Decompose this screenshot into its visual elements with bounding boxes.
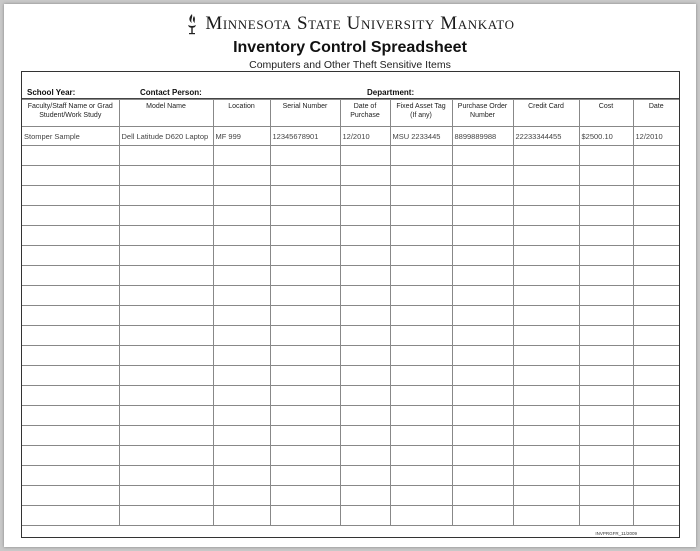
table-cell[interactable]	[452, 406, 513, 426]
table-cell[interactable]	[119, 306, 213, 326]
table-cell[interactable]	[452, 286, 513, 306]
table-cell[interactable]: MSU 2233445	[390, 127, 452, 146]
table-cell[interactable]	[213, 486, 270, 506]
table-cell[interactable]	[340, 186, 390, 206]
table-cell[interactable]	[513, 446, 579, 466]
table-cell[interactable]	[213, 286, 270, 306]
inventory-form	[21, 71, 680, 538]
table-cell[interactable]	[340, 406, 390, 426]
column-header: Fixed Asset Tag (If any)	[390, 100, 452, 127]
table-cell[interactable]	[390, 286, 452, 306]
table-cell[interactable]	[213, 366, 270, 386]
column-header: Location	[213, 100, 270, 127]
table-cell[interactable]	[579, 306, 633, 326]
table-cell[interactable]	[213, 246, 270, 266]
table-cell[interactable]	[633, 466, 679, 486]
table-cell[interactable]	[270, 326, 340, 346]
table-cell[interactable]	[119, 226, 213, 246]
table-cell[interactable]	[513, 246, 579, 266]
table-cell[interactable]	[270, 466, 340, 486]
table-cell[interactable]	[119, 206, 213, 226]
table-cell[interactable]	[340, 226, 390, 246]
table-cell[interactable]	[390, 306, 452, 326]
table-cell[interactable]	[22, 246, 119, 266]
table-cell[interactable]	[579, 266, 633, 286]
table-cell[interactable]	[119, 286, 213, 306]
table-cell[interactable]	[579, 186, 633, 206]
table-cell[interactable]	[579, 246, 633, 266]
table-row	[22, 226, 679, 246]
table-row	[22, 506, 679, 526]
table-header-row	[22, 100, 679, 127]
school-year-label: School Year:	[27, 88, 76, 97]
table-cell[interactable]	[270, 306, 340, 326]
table-cell[interactable]	[633, 366, 679, 386]
table-row	[22, 366, 679, 386]
table-cell[interactable]	[340, 506, 390, 526]
flame-logo-icon	[185, 13, 199, 35]
table-row	[22, 346, 679, 366]
table-cell[interactable]	[213, 346, 270, 366]
table-cell[interactable]	[633, 146, 679, 166]
table-cell[interactable]	[390, 326, 452, 346]
table-cell[interactable]	[452, 366, 513, 386]
table-cell[interactable]	[579, 146, 633, 166]
table-cell[interactable]	[452, 226, 513, 246]
table-cell[interactable]	[22, 486, 119, 506]
university-banner	[4, 13, 696, 35]
table-cell[interactable]	[390, 266, 452, 286]
table-cell[interactable]	[633, 446, 679, 466]
table-cell[interactable]	[513, 166, 579, 186]
table-cell[interactable]	[633, 226, 679, 246]
table-cell[interactable]	[340, 206, 390, 226]
table-cell[interactable]	[579, 486, 633, 506]
table-cell[interactable]: Dell Latitude D620 Laptop	[119, 127, 213, 146]
table-cell[interactable]	[452, 326, 513, 346]
table-cell[interactable]	[22, 506, 119, 526]
table-cell[interactable]: 22233344455	[513, 127, 579, 146]
table-cell[interactable]	[213, 226, 270, 246]
table-cell[interactable]	[213, 466, 270, 486]
table-cell[interactable]	[22, 266, 119, 286]
table-cell[interactable]	[213, 186, 270, 206]
table-cell[interactable]	[340, 166, 390, 186]
table-cell[interactable]	[513, 206, 579, 226]
table-cell[interactable]	[513, 406, 579, 426]
table-cell[interactable]	[579, 346, 633, 366]
table-cell[interactable]	[119, 426, 213, 446]
table-cell[interactable]	[390, 466, 452, 486]
table-cell[interactable]	[633, 246, 679, 266]
table-cell[interactable]	[119, 466, 213, 486]
table-cell[interactable]	[390, 186, 452, 206]
table-cell[interactable]	[579, 366, 633, 386]
table-cell[interactable]	[579, 426, 633, 446]
table-cell[interactable]	[340, 426, 390, 446]
page-title: Inventory Control Spreadsheet	[233, 39, 467, 56]
table-cell[interactable]	[340, 146, 390, 166]
table-row	[22, 146, 679, 166]
table-cell[interactable]	[22, 386, 119, 406]
table-row	[22, 466, 679, 486]
table-cell[interactable]	[513, 186, 579, 206]
table-cell[interactable]	[270, 446, 340, 466]
table-cell[interactable]	[513, 386, 579, 406]
table-cell[interactable]	[270, 206, 340, 226]
table-cell[interactable]	[390, 346, 452, 366]
table-cell[interactable]	[213, 326, 270, 346]
table-cell[interactable]	[390, 226, 452, 246]
table-cell[interactable]	[213, 306, 270, 326]
table-cell[interactable]	[452, 466, 513, 486]
table-cell[interactable]: $2500.10	[579, 127, 633, 146]
table-cell[interactable]	[513, 286, 579, 306]
table-cell[interactable]	[513, 486, 579, 506]
table-cell[interactable]	[270, 166, 340, 186]
table-cell[interactable]	[579, 466, 633, 486]
table-cell[interactable]	[579, 286, 633, 306]
table-cell[interactable]	[390, 366, 452, 386]
column-header: Purchase Order Number	[452, 100, 513, 127]
column-header: Model Name	[119, 100, 213, 127]
table-cell[interactable]	[270, 386, 340, 406]
table-cell[interactable]: MF 999	[213, 127, 270, 146]
table-cell[interactable]	[633, 426, 679, 446]
table-cell[interactable]	[579, 326, 633, 346]
table-cell[interactable]	[119, 506, 213, 526]
table-cell[interactable]	[633, 306, 679, 326]
table-cell[interactable]	[579, 386, 633, 406]
table-cell[interactable]	[119, 266, 213, 286]
table-cell[interactable]	[213, 386, 270, 406]
table-cell[interactable]	[633, 266, 679, 286]
table-cell[interactable]	[390, 486, 452, 506]
table-cell[interactable]	[390, 446, 452, 466]
table-cell[interactable]	[270, 506, 340, 526]
table-cell[interactable]	[22, 146, 119, 166]
table-cell[interactable]: 12/2010	[340, 127, 390, 146]
table-cell[interactable]	[452, 386, 513, 406]
table-cell[interactable]	[452, 246, 513, 266]
table-cell[interactable]	[633, 406, 679, 426]
table-cell[interactable]	[270, 286, 340, 306]
page-subtitle: Computers and Other Theft Sensitive Items	[249, 59, 451, 71]
table-cell[interactable]	[22, 446, 119, 466]
column-header: Credit Card	[513, 100, 579, 127]
table-cell[interactable]	[452, 486, 513, 506]
table-row	[22, 266, 679, 286]
table-cell[interactable]	[270, 346, 340, 366]
table-cell[interactable]	[213, 206, 270, 226]
table-cell[interactable]	[452, 306, 513, 326]
table-cell[interactable]: Stomper Sample	[22, 127, 119, 146]
table-cell[interactable]	[270, 146, 340, 166]
table-cell[interactable]	[513, 426, 579, 446]
table-cell[interactable]	[22, 366, 119, 386]
table-cell[interactable]	[390, 406, 452, 426]
table-cell[interactable]	[340, 486, 390, 506]
table-cell[interactable]	[213, 166, 270, 186]
table-cell[interactable]: 12345678901	[270, 127, 340, 146]
table-cell[interactable]	[22, 166, 119, 186]
table-cell[interactable]	[22, 306, 119, 326]
table-cell[interactable]	[213, 406, 270, 426]
column-header: Cost	[579, 100, 633, 127]
sample-row	[22, 127, 679, 146]
table-row	[22, 306, 679, 326]
table-cell[interactable]	[633, 326, 679, 346]
table-cell[interactable]	[213, 266, 270, 286]
table-cell[interactable]	[270, 186, 340, 206]
table-cell[interactable]	[22, 406, 119, 426]
university-name: Minnesota State University Mankato	[205, 13, 515, 34]
table-cell[interactable]	[579, 506, 633, 526]
table-cell[interactable]	[579, 206, 633, 226]
table-cell[interactable]	[22, 426, 119, 446]
table-cell[interactable]	[452, 146, 513, 166]
table-row	[22, 206, 679, 226]
table-cell[interactable]	[513, 346, 579, 366]
table-cell[interactable]	[270, 426, 340, 446]
table-cell[interactable]	[452, 426, 513, 446]
contact-person-label: Contact Person:	[140, 88, 202, 97]
table-cell[interactable]	[390, 146, 452, 166]
table-row	[22, 426, 679, 446]
table-cell[interactable]	[452, 346, 513, 366]
table-cell[interactable]	[119, 186, 213, 206]
table-cell[interactable]	[513, 146, 579, 166]
table-cell[interactable]: 8899889988	[452, 127, 513, 146]
table-cell[interactable]	[579, 226, 633, 246]
table-cell[interactable]	[270, 406, 340, 426]
table-cell[interactable]	[513, 266, 579, 286]
table-cell[interactable]	[340, 266, 390, 286]
table-cell[interactable]	[119, 346, 213, 366]
table-cell[interactable]	[390, 166, 452, 186]
table-cell[interactable]	[633, 286, 679, 306]
table-cell[interactable]	[452, 186, 513, 206]
column-header: Faculty/Staff Name or Grad Student/Work Study	[22, 100, 119, 127]
table-cell[interactable]	[22, 326, 119, 346]
table-row	[22, 386, 679, 406]
table-cell[interactable]	[340, 306, 390, 326]
table-row	[22, 326, 679, 346]
table-row	[22, 406, 679, 426]
table-cell[interactable]	[340, 346, 390, 366]
column-header: Date	[633, 100, 679, 127]
table-cell[interactable]	[119, 486, 213, 506]
table-cell[interactable]	[390, 506, 452, 526]
table-cell[interactable]	[579, 166, 633, 186]
table-cell[interactable]	[513, 306, 579, 326]
table-cell[interactable]	[340, 446, 390, 466]
table-cell[interactable]	[119, 386, 213, 406]
table-cell[interactable]	[633, 386, 679, 406]
table-cell[interactable]	[513, 226, 579, 246]
column-header: Date of Purchase	[340, 100, 390, 127]
table-cell[interactable]	[270, 366, 340, 386]
table-cell[interactable]	[633, 206, 679, 226]
table-cell[interactable]	[633, 486, 679, 506]
table-cell[interactable]	[633, 186, 679, 206]
table-row	[22, 186, 679, 206]
table-cell[interactable]	[452, 266, 513, 286]
table-cell[interactable]: 12/2010	[633, 127, 679, 146]
table-cell[interactable]	[22, 206, 119, 226]
table-cell[interactable]	[390, 206, 452, 226]
table-cell[interactable]	[340, 246, 390, 266]
table-cell[interactable]	[513, 506, 579, 526]
table-cell[interactable]	[270, 226, 340, 246]
table-cell[interactable]	[119, 146, 213, 166]
table-row	[22, 486, 679, 506]
spreadsheet-page	[4, 4, 696, 547]
table-cell[interactable]	[452, 506, 513, 526]
table-row	[22, 246, 679, 266]
table-cell[interactable]	[119, 366, 213, 386]
table-row	[22, 166, 679, 186]
table-cell[interactable]	[340, 286, 390, 306]
table-cell[interactable]	[633, 166, 679, 186]
column-header: Serial Number	[270, 100, 340, 127]
table-cell[interactable]	[213, 506, 270, 526]
table-row	[22, 286, 679, 306]
table-cell[interactable]	[22, 286, 119, 306]
table-cell[interactable]	[579, 406, 633, 426]
form-code: INVPRGFR_11/2009	[595, 531, 637, 536]
table-cell[interactable]	[513, 466, 579, 486]
table-cell[interactable]	[213, 426, 270, 446]
table-cell[interactable]	[633, 346, 679, 366]
table-cell[interactable]	[270, 266, 340, 286]
table-cell[interactable]	[390, 246, 452, 266]
table-cell[interactable]	[22, 346, 119, 366]
table-cell[interactable]	[22, 466, 119, 486]
table-cell[interactable]	[340, 386, 390, 406]
table-cell[interactable]	[119, 406, 213, 426]
table-cell[interactable]	[390, 426, 452, 446]
table-cell[interactable]	[452, 206, 513, 226]
table-cell[interactable]	[119, 326, 213, 346]
table-cell[interactable]	[452, 446, 513, 466]
table-row	[22, 446, 679, 466]
table-cell[interactable]	[513, 326, 579, 346]
table-cell[interactable]	[452, 166, 513, 186]
table-cell[interactable]	[119, 246, 213, 266]
department-label: Department:	[367, 88, 415, 97]
table-cell[interactable]	[633, 506, 679, 526]
page-header	[4, 4, 696, 74]
table-cell[interactable]	[119, 446, 213, 466]
inventory-table	[22, 99, 679, 526]
table-cell[interactable]	[579, 446, 633, 466]
table-cell[interactable]	[270, 486, 340, 506]
table-cell[interactable]	[340, 366, 390, 386]
table-cell[interactable]	[22, 226, 119, 246]
table-cell[interactable]	[340, 466, 390, 486]
table-cell[interactable]	[213, 146, 270, 166]
table-cell[interactable]	[213, 446, 270, 466]
table-cell[interactable]	[513, 366, 579, 386]
table-cell[interactable]	[22, 186, 119, 206]
table-cell[interactable]	[270, 246, 340, 266]
table-cell[interactable]	[119, 166, 213, 186]
table-cell[interactable]	[390, 386, 452, 406]
table-cell[interactable]	[340, 326, 390, 346]
